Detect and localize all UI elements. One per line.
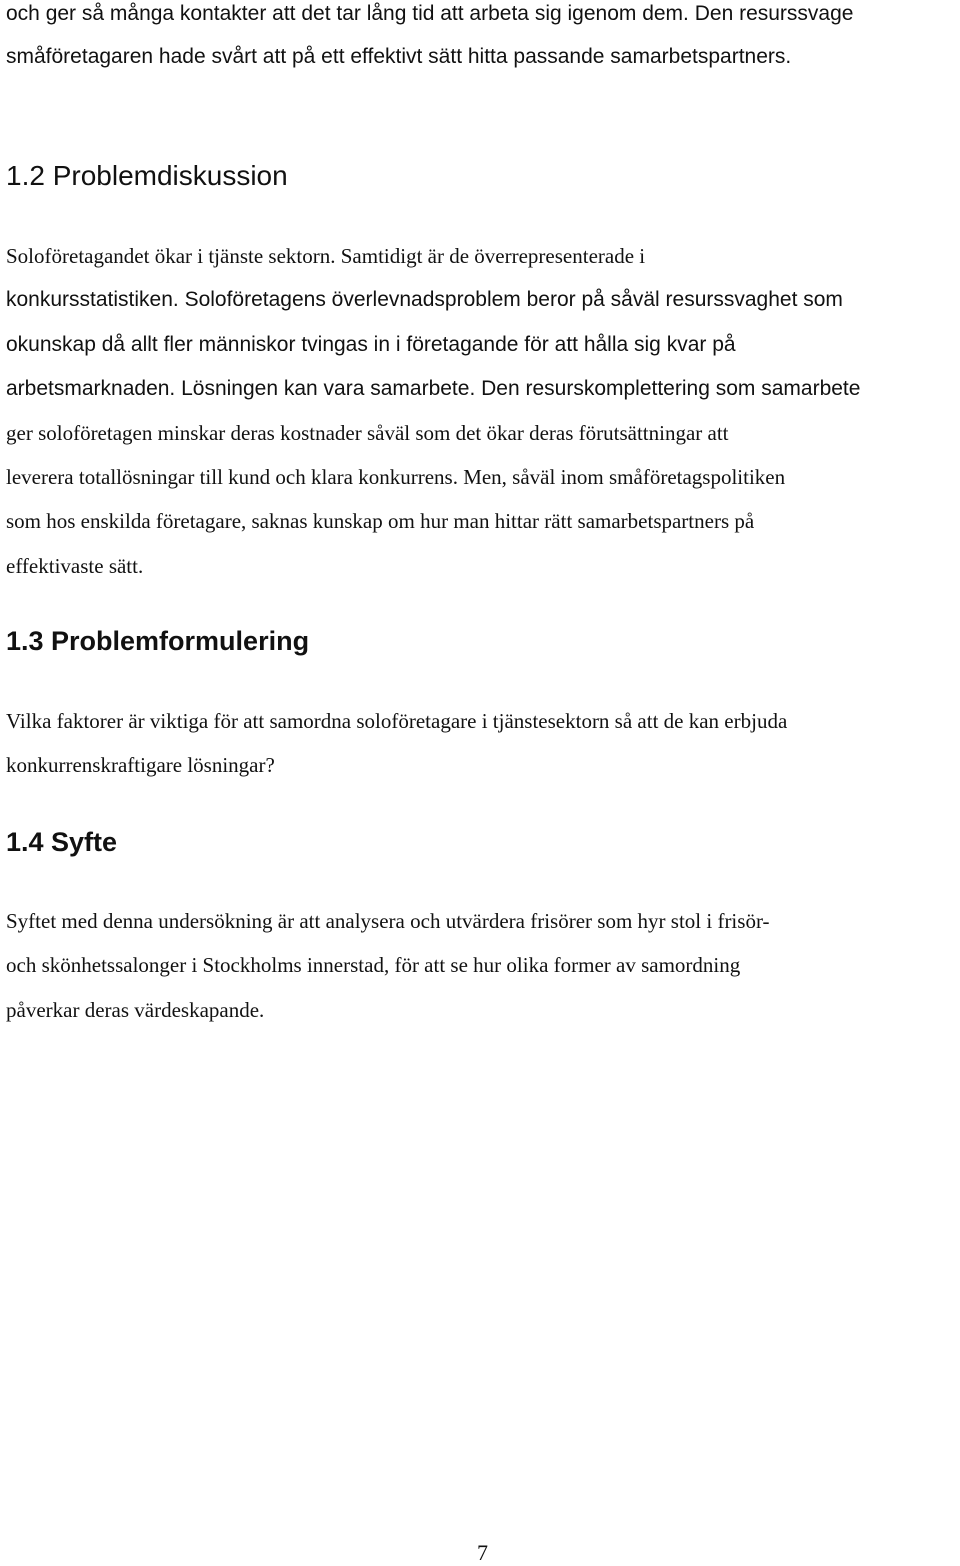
problemdiskussion-line-7: som hos enskilda företagare, saknas kunskap om hur man hittar rätt samarbetspartners på [6, 509, 755, 533]
problemdiskussion-line-5: ger soloföretagen minskar deras kostnader såväl som det ökar deras förutsättningar att [6, 421, 729, 445]
syfte-line-3: påverkar deras värdeskapande. [6, 998, 265, 1022]
problemdiskussion-line-1: Soloföretagandet ökar i tjänste sektorn. Samtidigt är de överrepresenterade i [6, 244, 646, 268]
problemformulering-line-2: konkurrenskraftigare lösningar? [6, 753, 275, 777]
intro-line-2: småföretagaren hade svårt att på ett effektivt sätt hitta passande samarbetspartners. [6, 45, 792, 68]
page-number: 7 [477, 1540, 488, 1565]
problemdiskussion-line-2: konkursstatistiken. Soloföretagens överlevnadsproblem beror på såväl resurssvaghet som [6, 288, 843, 311]
section-heading-syfte: 1.4 Syfte [6, 827, 118, 857]
syfte-line-1: Syftet med denna undersökning är att analysera och utvärdera frisörer som hyr stol i frisör- [6, 909, 770, 933]
syfte-line-2: och skönhetssalonger i Stockholms innerstad, för att se hur olika former av samordning [6, 953, 741, 977]
problemdiskussion-line-8: effektivaste sätt. [6, 554, 144, 578]
problemformulering-line-1: Vilka faktorer är viktiga för att samordna soloföretagare i tjänstesektorn så att de kan erbjuda [6, 709, 788, 733]
section-heading-problemdiskussion: 1.2 Problemdiskussion [6, 160, 288, 191]
problemdiskussion-line-6: leverera totallösningar till kund och klara konkurrens. Men, såväl inom småföretagspolitiken [6, 465, 786, 489]
problemdiskussion-line-4: arbetsmarknaden. Lösningen kan vara samarbete. Den resurskomplettering som samarbete [6, 377, 861, 400]
intro-line-1: och ger så många kontakter att det tar lång tid att arbeta sig igenom dem. Den resurssvage [6, 2, 854, 25]
problemdiskussion-line-3: okunskap då allt fler människor tvingas in i företagande för att hålla sig kvar på [6, 333, 736, 356]
section-heading-problemformulering: 1.3 Problemformulering [6, 626, 310, 656]
